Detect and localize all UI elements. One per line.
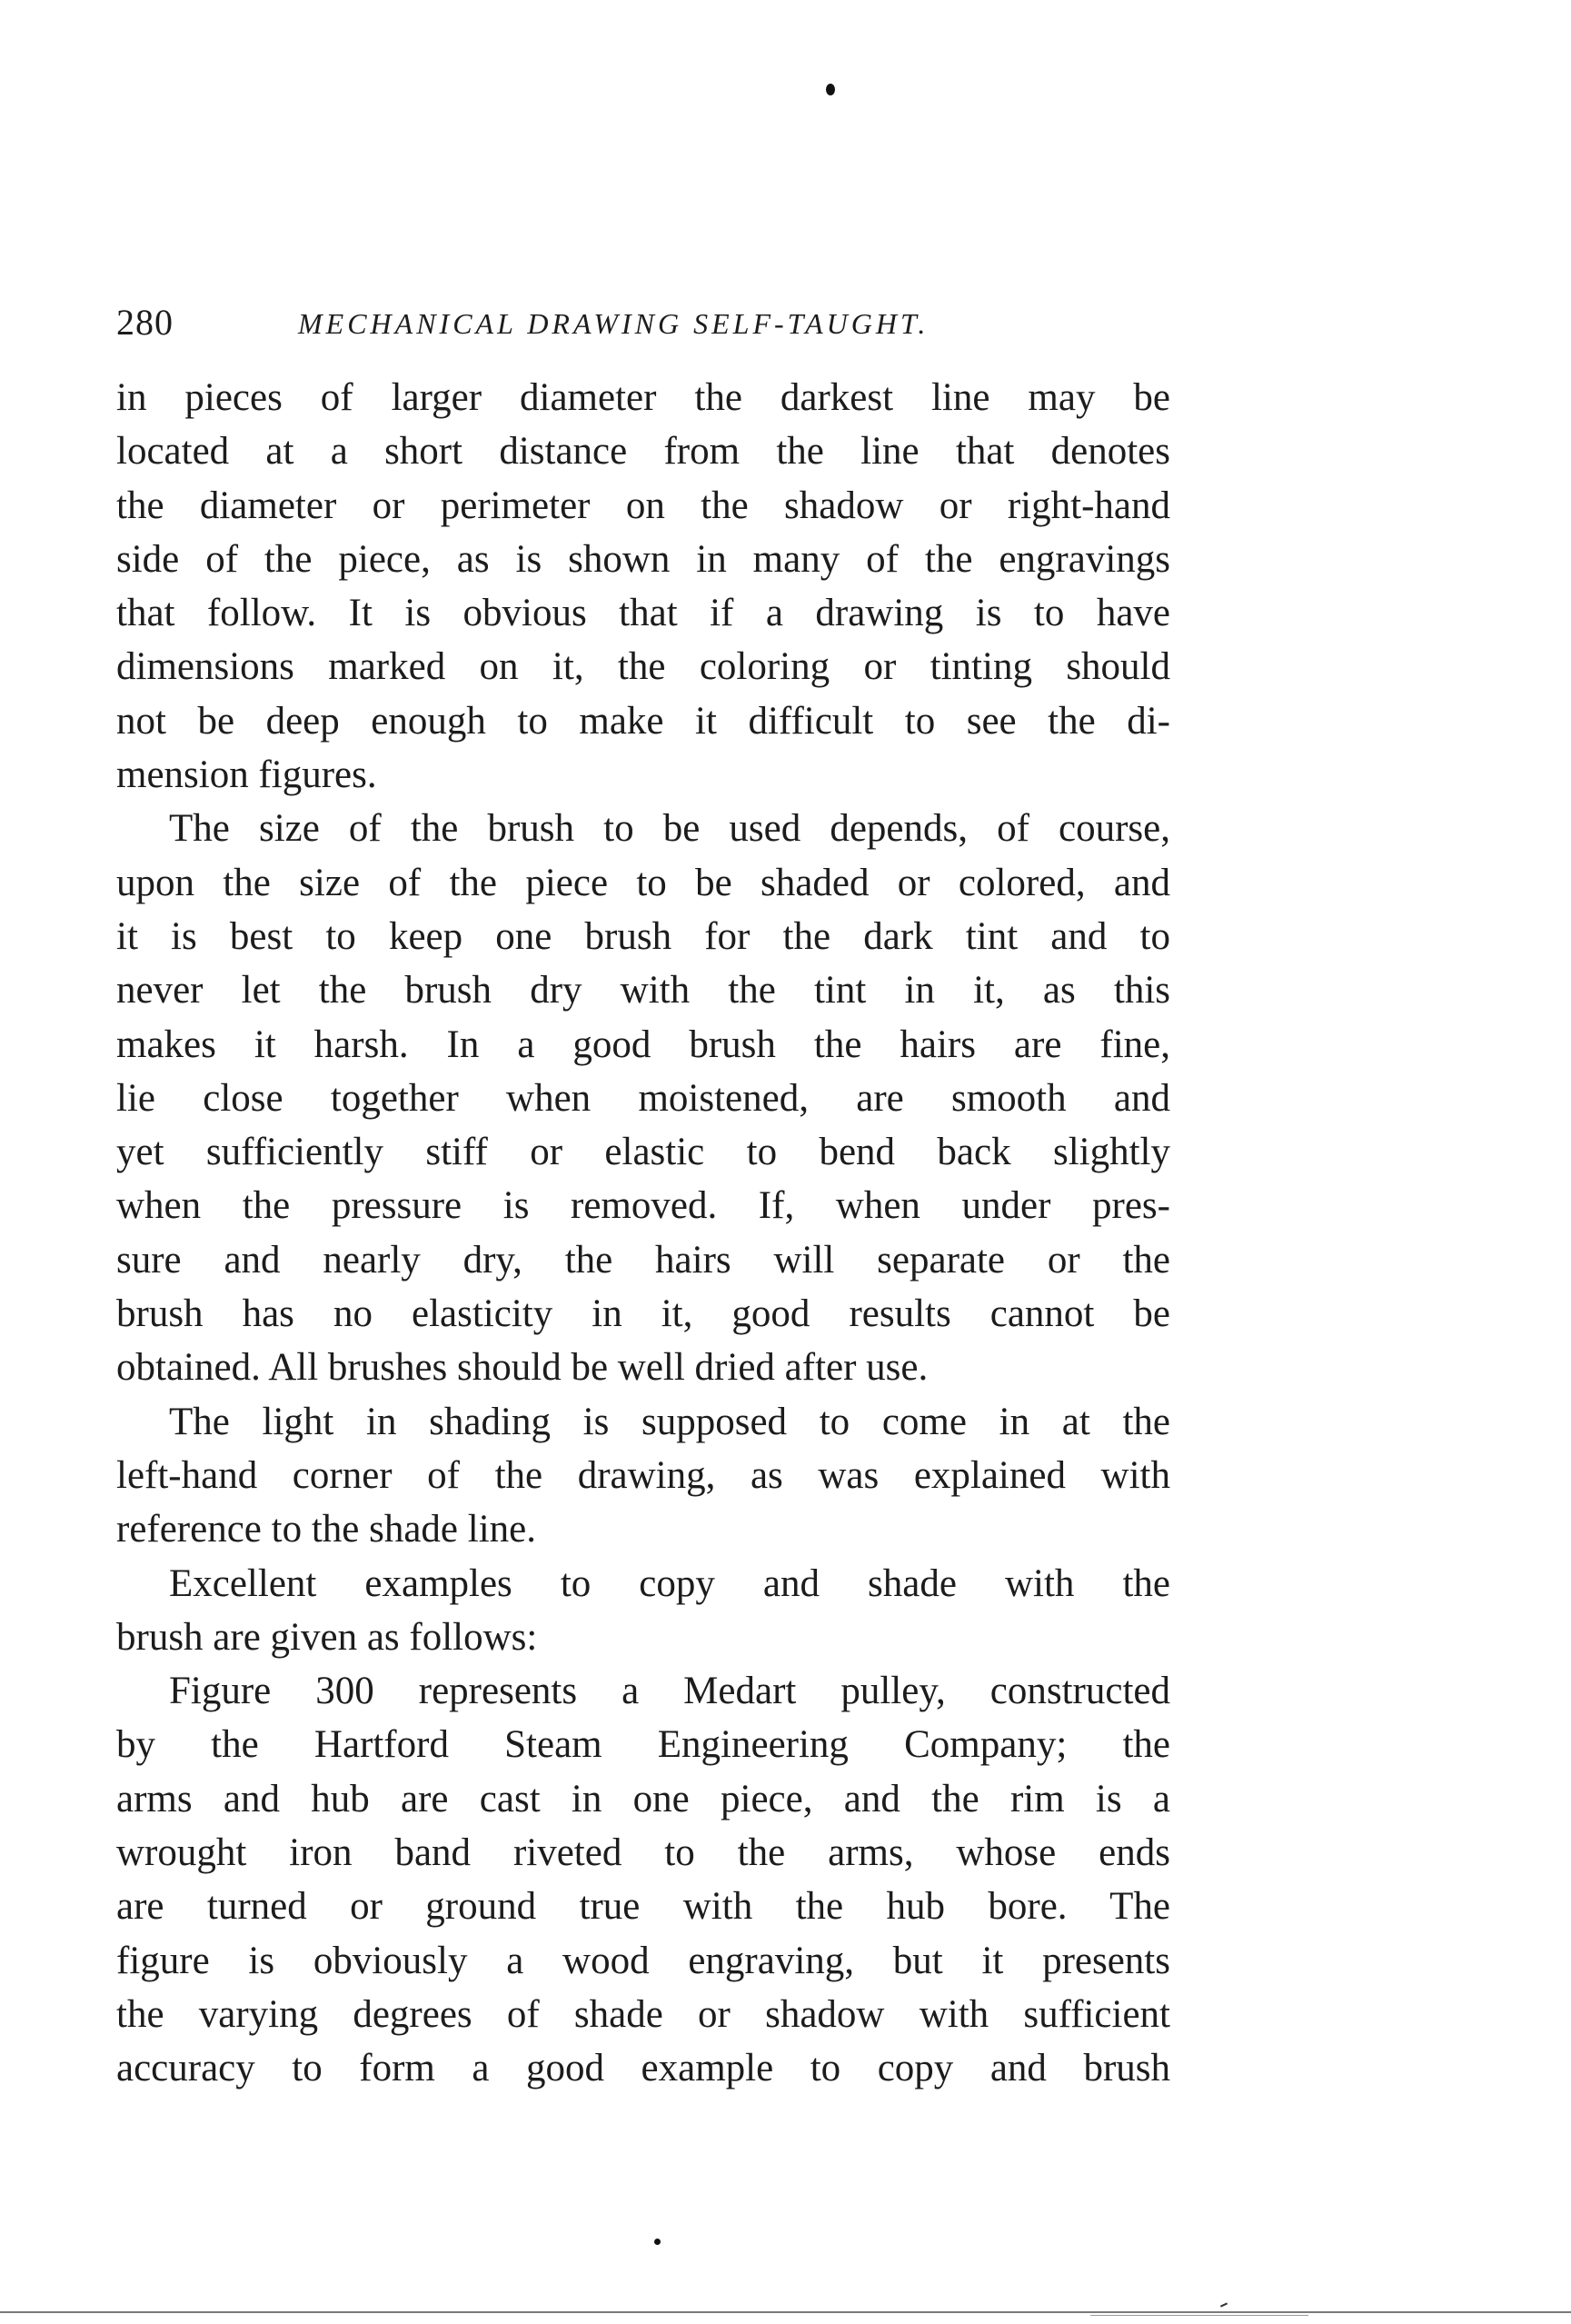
text-line: side of the piece, as is shown in many of the engravings [116, 537, 1170, 581]
text-line: not be deep enough to make it difficult to see the di- [116, 699, 1170, 743]
text-line: wrought iron band riveted to the arms, whose ends [116, 1831, 1170, 1875]
text-line: the varying degrees of shade or shadow with sufficient [116, 1992, 1170, 2036]
text-line: upon the size of the piece to be shaded or colored, and [116, 861, 1170, 904]
text-line: dimensions marked on it, the coloring or tinting should [116, 645, 1170, 689]
body-text [116, 371, 1170, 2096]
paragraph-3 [116, 1395, 1170, 1557]
paragraph-4 [116, 1557, 1170, 1665]
paragraph-2 [116, 802, 1170, 1394]
text-line: makes it harsh. In a good brush the hairs are fine, [116, 1022, 1170, 1066]
text-line: Excellent examples to copy and shade with the [169, 1561, 1170, 1605]
text-line: obtained. All brushes should be well dried after use. [116, 1346, 929, 1390]
text-line: that follow. It is obvious that if a drawing is to have [116, 592, 1170, 635]
ink-speck [654, 2239, 661, 2245]
running-title: MECHANICAL DRAWING SELF-TAUGHT. [298, 307, 930, 340]
text-line: figure is obviously a wood engraving, but it presents [116, 1939, 1170, 1982]
page-number: 280 [116, 302, 174, 343]
text-line: by the Hartford Steam Engineering Company; the [116, 1723, 1170, 1767]
paragraph-5 [116, 1664, 1170, 2095]
text-line: brush are given as follows: [116, 1615, 538, 1659]
text-line: are turned or ground true with the hub bore. The [116, 1885, 1170, 1929]
ink-speck [1220, 2302, 1228, 2307]
text-line: mension figures. [116, 753, 377, 797]
text-line: sure and nearly dry, the hairs will separate or the [116, 1238, 1170, 1282]
ink-speck [826, 84, 835, 95]
text-line: brush has no elasticity in it, good results cannot be [116, 1292, 1170, 1336]
text-line: in pieces of larger diameter the darkest line may be [116, 376, 1170, 419]
text-line: it is best to keep one brush for the dark tint and to [116, 914, 1170, 958]
text-line: arms and hub are cast in one piece, and the rim is a [116, 1777, 1170, 1820]
scan-edge-rule [1090, 2315, 1308, 2316]
running-head [116, 300, 1170, 345]
text-line: The light in shading is supposed to come in at the [169, 1400, 1170, 1443]
text-line: located at a short distance from the line that denotes [116, 430, 1170, 474]
text-line: accuracy to form a good example to copy and brush [116, 2047, 1170, 2090]
scan-edge-rule [0, 2311, 1571, 2313]
text-line: left-hand corner of the drawing, as was explained with [116, 1453, 1170, 1497]
text-line: lie close together when moistened, are smooth and [116, 1076, 1170, 1120]
text-line: never let the brush dry with the tint in it, as this [116, 969, 1170, 1012]
text-line: yet sufficiently stiff or elastic to bend back slightly [116, 1131, 1170, 1174]
paragraph-1 [116, 371, 1170, 802]
text-line: the diameter or perimeter on the shadow or right-hand [116, 484, 1170, 527]
text-line: reference to the shade line. [116, 1508, 536, 1551]
text-line: The size of the brush to be used depends, of course, [169, 807, 1170, 851]
text-line: Figure 300 represents a Medart pulley, constructed [169, 1670, 1170, 1713]
text-line: when the pressure is removed. If, when under pres- [116, 1184, 1170, 1228]
